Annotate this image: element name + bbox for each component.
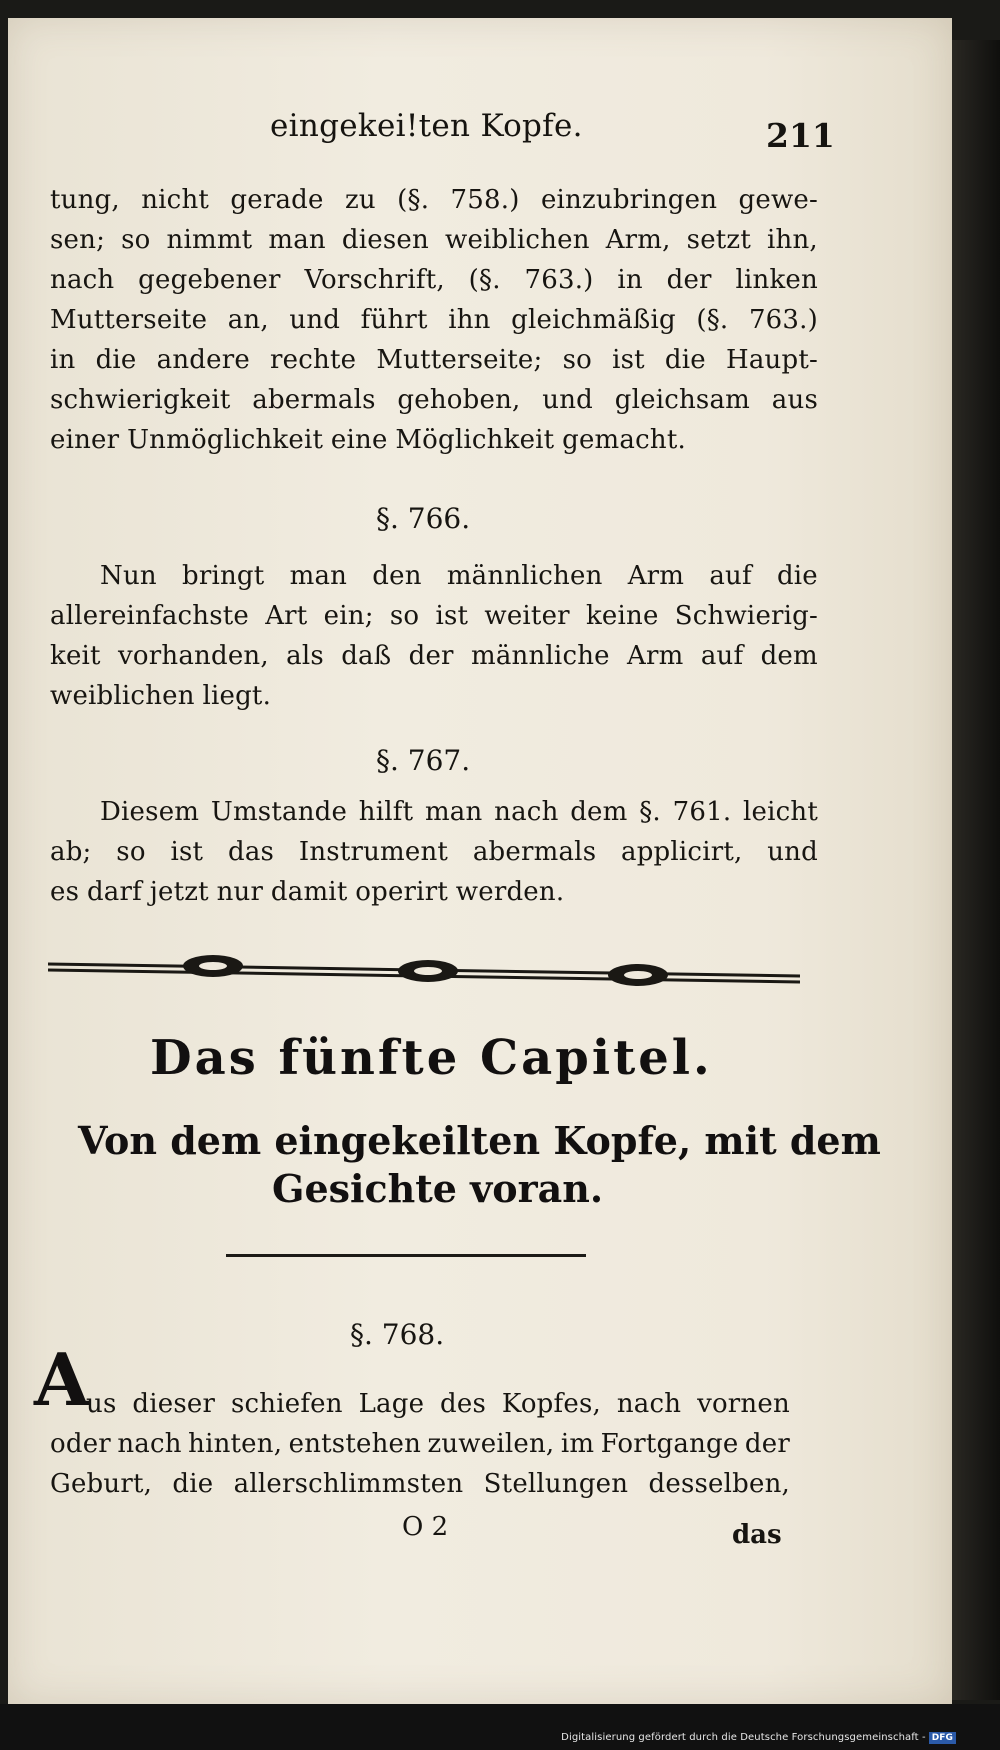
- text-line: in die andere rechte Mutterseite; so ist die Haupt-: [50, 345, 818, 375]
- paragraph-4-continued: [50, 1424, 790, 1504]
- text-line: Nun bringt man den männlichen Arm auf die: [100, 561, 818, 591]
- page-edge-shadow: [952, 40, 1000, 1700]
- horizontal-rule: [226, 1254, 586, 1257]
- text-line: sen; so nimmt man diesen weiblichen Arm, setzt ihn,: [50, 225, 818, 255]
- text-line: ab; so ist das Instrument abermals applicirt, und: [50, 837, 818, 867]
- paragraph-2: [50, 556, 818, 716]
- paragraph-4: [86, 1384, 790, 1424]
- text-line: schwierigkeit abermals gehoben, und gleichsam aus: [50, 385, 818, 415]
- text-line: nach gegebener Vorschrift, (§. 763.) in der linken: [50, 265, 818, 295]
- text-line: Geburt, die allerschlimmsten Stellungen desselben,: [50, 1469, 790, 1499]
- text-line: tung, nicht gerade zu (§. 758.) einzubringen gewe-: [50, 185, 818, 215]
- text-line: weiblichen liegt.: [50, 681, 272, 711]
- text-line: keit vorhanden, als daß der männliche Arm auf dem: [50, 641, 818, 671]
- text-line: es darf jetzt nur damit operirt werden.: [50, 877, 565, 907]
- dfg-logo: DFG: [929, 1732, 956, 1744]
- running-title: eingekei!ten Kopfe.: [270, 108, 583, 144]
- text-line: Mutterseite an, und führt ihn gleichmäßig (§. 763.): [50, 305, 818, 335]
- catchword: das: [732, 1520, 782, 1550]
- text-line: Diesem Umstande hilft man nach dem §. 761. leicht: [100, 797, 818, 827]
- signature-mark: O 2: [402, 1512, 449, 1542]
- chapter-subtitle-line-2: Gesichte voran.: [272, 1166, 604, 1211]
- text-line: oder nach hinten, entstehen zuweilen, im Fortgange der: [50, 1429, 790, 1459]
- credit-text: Digitalisierung gefördert durch die Deutsche Forschungsgemeinschaft -: [561, 1732, 926, 1743]
- section-heading-767: §. 767.: [376, 744, 471, 777]
- text-line: us dieser schiefen Lage des Kopfes, nach vornen: [86, 1389, 790, 1419]
- text-line: allereinfachste Art ein; so ist weiter keine Schwierig-: [50, 601, 818, 631]
- section-heading-766: §. 766.: [376, 502, 471, 535]
- scan-bottom-band: [0, 1704, 1000, 1750]
- chapter-title: Das fünfte Capitel.: [150, 1030, 713, 1086]
- section-heading-768: §. 768.: [350, 1318, 445, 1351]
- paragraph-3: [50, 792, 818, 912]
- paragraph-1: [50, 180, 818, 460]
- digitization-credit: [561, 1732, 956, 1744]
- decorative-ornament-rule: [48, 952, 800, 988]
- drop-cap: A: [34, 1337, 90, 1422]
- page-number: 211: [766, 116, 835, 155]
- text-line: einer Unmöglichkeit eine Möglichkeit gemacht.: [50, 425, 686, 455]
- chapter-subtitle-line-1: Von dem eingekeilten Kopfe, mit dem: [78, 1118, 881, 1163]
